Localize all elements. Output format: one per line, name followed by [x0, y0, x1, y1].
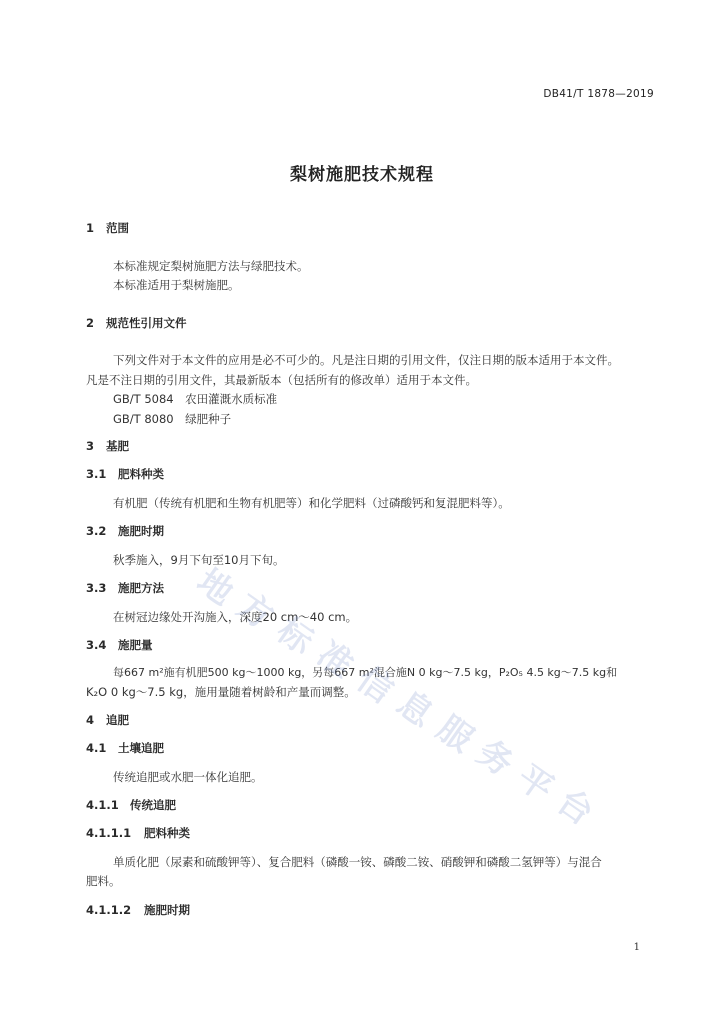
reference-item: GB/T 5084 农田灌溉水质标准	[113, 392, 278, 406]
paragraph: 在树冠边缘处开沟施入，深度20 cm～40 cm。	[113, 610, 358, 624]
watermark-char: 标	[269, 610, 321, 663]
section-heading-3-4: 3.4 施肥量	[86, 638, 153, 652]
paragraph: 有机肥（传统有机肥和生物有机肥等）和化学肥料（过磷酸钙和复混肥料等）。	[113, 496, 510, 510]
section-heading-3: 3 基肥	[86, 439, 129, 453]
paragraph: 下列文件对于本文件的应用是必不可少的。凡是注日期的引用文件，仅注日期的版本适用于本文件。	[113, 353, 619, 367]
watermark-char: 务	[469, 732, 521, 785]
section-heading-2: 2 规范性引用文件	[86, 316, 187, 330]
paragraph: 本标准规定梨树施肥方法与绿肥技术。	[113, 259, 309, 273]
paragraph: 肥料。	[86, 874, 121, 888]
paragraph: 本标准适用于梨树施肥。	[113, 278, 240, 292]
standard-code: DB41/T 1878—2019	[543, 88, 654, 100]
paragraph: 传统追肥或水肥一体化追肥。	[113, 770, 263, 784]
section-heading-4-1-1-2: 4.1.1.2 施肥时期	[86, 903, 190, 917]
watermark-char: 方	[229, 585, 281, 638]
section-heading-4-1-1-1: 4.1.1.1 肥料种类	[86, 826, 190, 840]
section-heading-3-2: 3.2 施肥时期	[86, 524, 164, 538]
reference-item: GB/T 8080 绿肥种子	[113, 412, 232, 426]
paragraph: 单质化肥（尿素和硫酸钾等）、复合肥料（磷酸一铵、磷酸二铵、硝酸钾和磷酸二氢钾等）与混合	[113, 855, 602, 869]
watermark-char: 准	[309, 634, 361, 687]
paragraph: K₂O 0 kg～7.5 kg，施用量随着树龄和产量而调整。	[86, 685, 356, 699]
section-heading-1: 1 范围	[86, 221, 129, 235]
watermark-char: 台	[549, 781, 601, 834]
page-number: 1	[633, 942, 640, 953]
watermark-char: 平	[509, 756, 561, 810]
section-heading-4-1: 4.1 土壤追肥	[86, 741, 164, 755]
section-heading-3-3: 3.3 施肥方法	[86, 581, 164, 595]
paragraph: 凡是不注日期的引用文件，其最新版本（包括所有的修改单）适用于本文件。	[86, 373, 477, 387]
watermark-char: 服	[429, 707, 481, 761]
document-title: 梨树施肥技术规程	[290, 165, 434, 185]
section-heading-3-1: 3.1 肥料种类	[86, 467, 164, 481]
paragraph: 秋季施入，9月下旬至10月下旬。	[113, 553, 285, 567]
watermark-char: 息	[389, 683, 441, 736]
paragraph: 每667 m²施有机肥500 kg～1000 kg，另每667 m²混合施N 0 kg～7.5 kg，P₂O₅ 4.5 kg～7.5 kg和	[113, 666, 618, 679]
section-heading-4-1-1: 4.1.1 传统追肥	[86, 798, 176, 812]
section-heading-4: 4 追肥	[86, 713, 129, 727]
watermark-char: 信	[349, 658, 401, 712]
watermark-char: 地	[189, 561, 241, 614]
